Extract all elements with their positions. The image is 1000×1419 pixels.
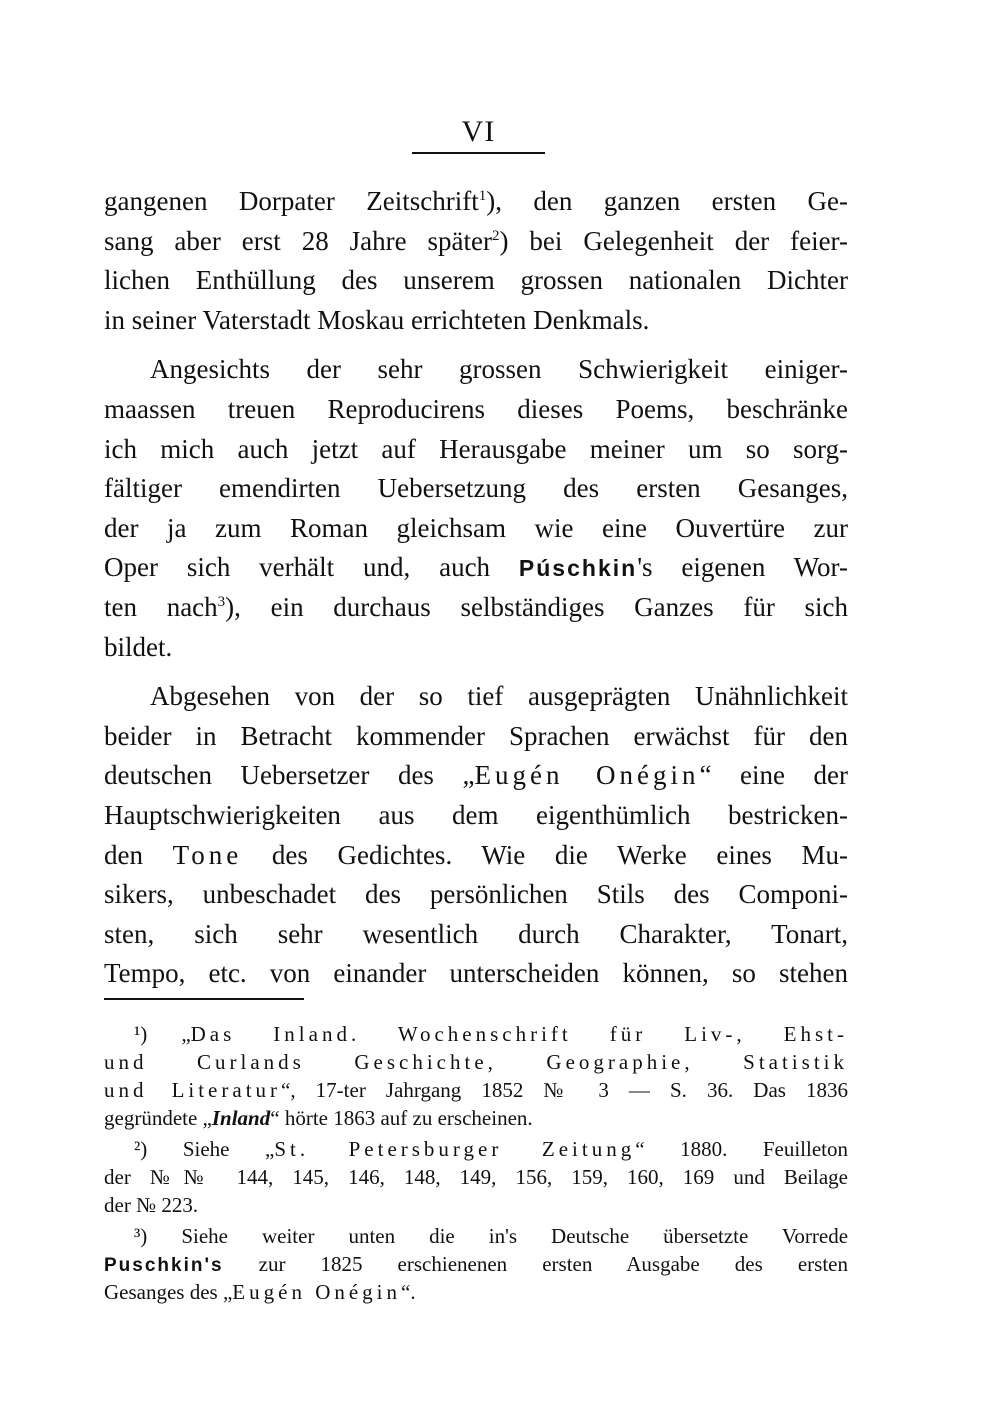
footnote-marker: ²) xyxy=(134,1137,148,1161)
text-line: Hauptschwierigkeiten aus dem eigenthümlich bestricken- xyxy=(104,799,848,830)
author-name: Puschkin's xyxy=(104,1255,224,1276)
text-line: Tempo, etc. von einander unterscheiden können, so stehen xyxy=(104,958,848,989)
footnote-3-line: ³) Siehe weiter unten die in's Deutsche übersetzte Vorrede xyxy=(134,1224,849,1248)
text-line: bildet. xyxy=(104,631,173,662)
footnote-3-line: Puschkin's zur 1825 erschienenen ersten Ausgabe des ersten xyxy=(104,1252,849,1276)
footnote-2-line: der №№ 144, 145, 146, 148, 149, 156, 159, 160, 169 und Beilage xyxy=(104,1165,848,1189)
footnote-1-line: ¹) „Das Inland. Wochenschrift für Liv-, Ehst- xyxy=(134,1022,849,1046)
footnote-marker: ³) xyxy=(134,1224,148,1248)
footnote-1-line: und Literatur“, 17-ter Jahrgang 1852 № 3 — S. 36. Das 1836 xyxy=(104,1078,848,1102)
work-title: Eugén Onégin xyxy=(474,760,700,791)
footnote-divider xyxy=(104,998,304,1000)
text-line: sang aber erst 28 Jahre später$^2$) bei Gelegenheit der feier- xyxy=(104,225,848,256)
text-line: ich mich auch jetzt auf Herausgabe meiner um so sorg- xyxy=(104,433,848,464)
text-line: maassen treuen Reproducirens dieses Poems, beschränke xyxy=(104,393,848,424)
text-line: sikers, unbeschadet des persönlichen Stils des Componi- xyxy=(104,879,848,910)
text-line: den Tone des Gedichtes. Wie die Werke eines Mu- xyxy=(104,839,849,870)
footnote-ref-2: 2 xyxy=(492,227,500,244)
author-name: Púschkin xyxy=(518,555,638,582)
text-line: Oper sich verhält und, auch Púschkin's eigenen Wor- xyxy=(104,552,848,583)
footnote-2-line: der № 223. xyxy=(104,1193,199,1217)
text-line: gangenen Dorpater Zeitschrift$^1$), den ganzen ersten Ge- xyxy=(104,186,848,216)
text-line: sten, sich sehr wesentlich durch Charakter, Tonart, xyxy=(104,918,848,949)
text-line: Angesichts der sehr grossen Schwierigkeit einiger- xyxy=(150,354,848,385)
text-line: Abgesehen von der so tief ausgeprägten Unähnlichkeit xyxy=(150,681,848,712)
text-line: ten nach$^3$), ein durchaus selbständiges Ganzes für sich xyxy=(104,591,849,622)
text-line: fältiger emendirten Uebersetzung des ersten Gesanges, xyxy=(104,473,848,504)
footnote-2-line: ²) Siehe „St. Petersburger Zeitung“ 1880. Feuilleton xyxy=(134,1137,848,1161)
footnote-ref-3: 3 xyxy=(217,593,226,610)
text-line: lichen Enthüllung des unserem grossen nationalen Dichter xyxy=(104,265,848,296)
text-line: beider in Betracht kommender Sprachen erwächst für den xyxy=(104,720,848,751)
footnote-1-line: und Curlands Geschichte, Geographie, Statistik xyxy=(104,1050,848,1074)
emphasis-tone: Tone xyxy=(172,839,243,870)
footnotes xyxy=(104,1020,848,1306)
page-number: VI xyxy=(412,112,545,154)
text-line: in seiner Vaterstadt Moskau errichteten Denkmals. xyxy=(104,304,650,335)
main-text xyxy=(104,182,848,994)
footnote-marker: ¹) xyxy=(134,1022,148,1046)
text-line: der ja zum Roman gleichsam wie eine Ouvertüre zur xyxy=(104,512,848,543)
footnote-ref-1: 1 xyxy=(478,188,487,204)
footnote-3-line: Gesanges des „Eugén Onégin“. xyxy=(104,1280,416,1304)
text-line: deutschen Uebersetzer des „Eugén Onégin“ eine der xyxy=(104,760,848,791)
footnote-1-line: gegründete „Inland“ hörte 1863 auf zu erscheinen. xyxy=(104,1106,533,1130)
